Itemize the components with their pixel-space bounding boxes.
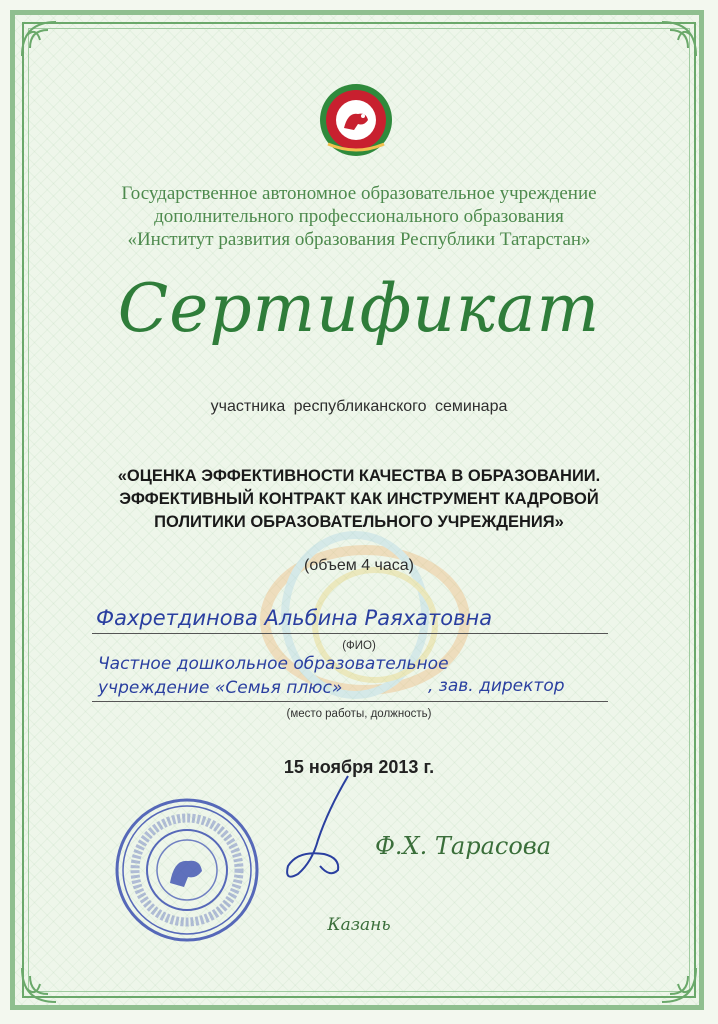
institution-line-2: дополнительного профессионального образования — [154, 206, 564, 227]
institution-seal-icon — [112, 795, 262, 945]
certificate-title: Сертификат — [117, 270, 601, 347]
corner-ornament-top-left — [16, 16, 76, 76]
workplace-caption: (место работы, должность) — [286, 708, 432, 720]
seminar-line-2: ЭФФЕКТИВНЫЙ КОНТРАКТ КАК ИНСТРУМЕНТ КАДРОВОЙ — [119, 490, 599, 508]
city-name: Казань — [327, 915, 391, 935]
certificate-subtitle: участника республиканского семинара — [210, 398, 508, 415]
corner-ornament-bottom-left — [16, 948, 76, 1008]
workplace-underline — [92, 701, 608, 702]
signature — [268, 770, 378, 890]
institution-name — [60, 182, 658, 251]
corner-ornament-bottom-right — [642, 948, 702, 1008]
seminar-line-3: ПОЛИТИКИ ОБРАЗОВАТЕЛЬНОГО УЧРЕЖДЕНИЯ» — [154, 513, 564, 531]
tatarstan-emblem-icon — [318, 82, 394, 158]
participant-name: Фахретдинова Альбина Раяхатовна — [96, 606, 493, 630]
signer-name: Ф.Х. Тарасова — [375, 832, 552, 860]
certificate-date: 15 ноября 2013 г. — [283, 757, 435, 777]
workplace-line-1: Частное дошкольное образовательное — [98, 654, 449, 674]
name-underline — [92, 633, 608, 634]
name-caption: (ФИО) — [342, 640, 376, 652]
workplace-line-2: учреждение «Семья плюс» — [98, 678, 343, 698]
seminar-line-1: «ОЦЕНКА ЭФФЕКТИВНОСТИ КАЧЕСТВА В ОБРАЗОВАНИИ. — [117, 467, 601, 485]
institution-line-1: Государственное автономное образовательное учреждение — [121, 183, 597, 204]
corner-ornament-top-right — [642, 16, 702, 76]
participant-position: , зав. директор — [428, 676, 565, 696]
institution-line-3: «Институт развития образования Республики Татарстан» — [127, 229, 591, 250]
seminar-volume: (объем 4 часа) — [303, 557, 414, 574]
seminar-title — [60, 465, 658, 534]
